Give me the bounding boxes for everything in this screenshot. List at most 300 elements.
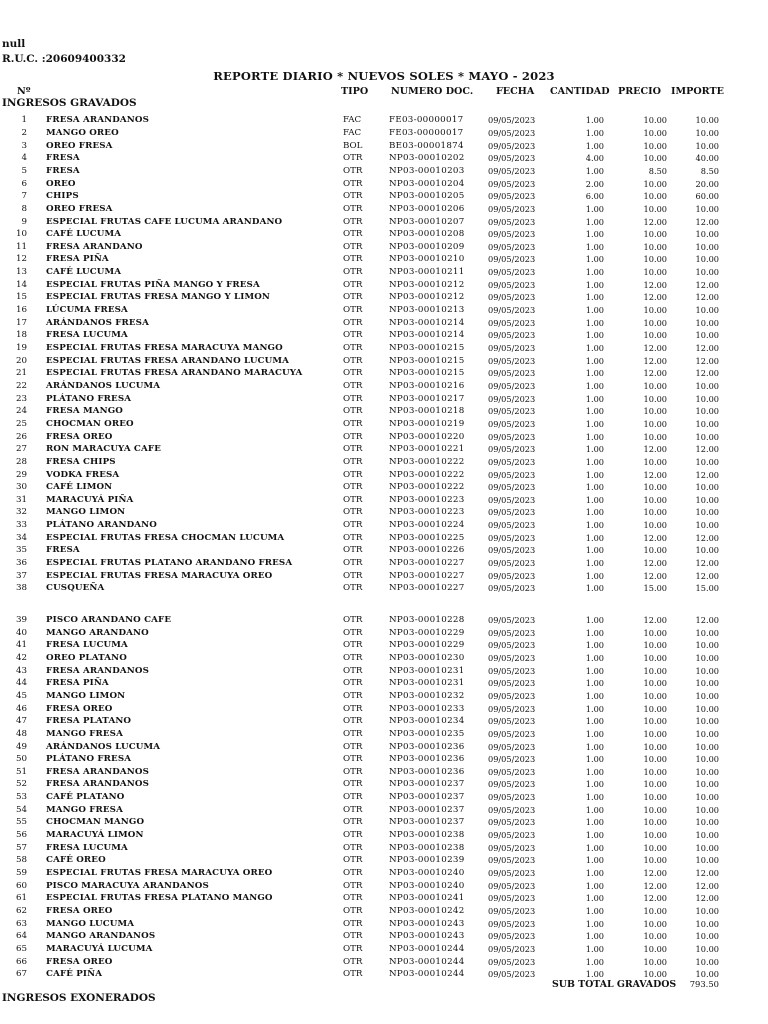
row-quantity: 1.00: [585, 931, 604, 942]
row-price: 10.00: [643, 969, 667, 980]
row-tipo: OTR: [343, 482, 363, 493]
row-price: 10.00: [643, 652, 667, 663]
row-doc-number: NP03-00010238: [389, 842, 465, 853]
row-number: 30: [15, 482, 27, 493]
row-price: 10.00: [643, 431, 667, 442]
row-tipo: OTR: [343, 830, 363, 841]
row-quantity: 1.00: [585, 532, 604, 543]
row-price: 10.00: [643, 140, 667, 151]
row-number: 12: [15, 254, 27, 265]
row-price: 10.00: [643, 456, 667, 467]
row-quantity: 1.00: [585, 690, 604, 701]
row-description: FRESA ARANDANOS: [46, 115, 149, 126]
table-row: [0, 778, 768, 791]
row-price: 10.00: [643, 855, 667, 866]
row-price: 8.50: [648, 165, 667, 176]
row-tipo: OTR: [343, 703, 363, 714]
row-tipo: OTR: [343, 741, 363, 752]
row-description: CHOCMAN OREO: [46, 418, 134, 429]
row-doc-number: NP03-00010212: [389, 292, 465, 303]
table-row: [0, 279, 768, 292]
row-amount: 12.00: [695, 292, 719, 303]
row-description: MANGO FRESA: [46, 804, 123, 815]
row-doc-number: NP03-00010215: [389, 343, 465, 353]
row-amount: 12.00: [695, 868, 719, 878]
row-price: 12.00: [643, 216, 667, 227]
row-tipo: OTR: [343, 380, 363, 391]
row-description: FRESA: [46, 153, 80, 164]
row-date: 09/05/2023: [488, 507, 536, 518]
row-quantity: 1.00: [585, 905, 604, 916]
row-quantity: 1.00: [585, 652, 604, 663]
row-doc-number: NP03-00010211: [389, 267, 465, 278]
table-row: [0, 867, 768, 880]
row-doc-number: NP03-00010237: [389, 804, 465, 815]
row-quantity: 1.00: [585, 254, 604, 265]
row-tipo: OTR: [343, 905, 363, 916]
row-quantity: 6.00: [585, 191, 604, 202]
row-amount: 12.00: [695, 532, 719, 543]
row-amount: 10.00: [695, 267, 719, 278]
row-quantity: 1.00: [585, 292, 604, 303]
row-number: 63: [15, 918, 27, 929]
table-row: [0, 627, 768, 640]
table-row: [0, 380, 768, 393]
row-tipo: OTR: [343, 583, 363, 594]
row-description: ESPECIAL FRUTAS FRESA MANGO Y LIMON: [46, 292, 271, 303]
row-doc-number: NP03-00010205: [389, 191, 465, 202]
table-row: [0, 304, 768, 317]
table-row: [0, 532, 768, 545]
row-price: 12.00: [643, 343, 667, 353]
row-doc-number: NP03-00010233: [389, 703, 465, 714]
row-description: ESPECIAL FRUTAS FRESA PLATANO MANGO: [46, 893, 273, 904]
row-date: 09/05/2023: [488, 956, 536, 967]
row-date: 09/05/2023: [488, 267, 536, 278]
row-number: 60: [15, 880, 27, 891]
row-date: 09/05/2023: [488, 893, 536, 904]
row-price: 10.00: [643, 494, 667, 505]
row-tipo: OTR: [343, 393, 363, 404]
row-description: FRESA ARANDANOS: [46, 779, 149, 790]
row-tipo: OTR: [343, 216, 363, 227]
row-doc-number: NP03-00010231: [389, 665, 465, 676]
row-quantity: 1.00: [585, 804, 604, 815]
table-row: [0, 639, 768, 652]
row-number: 59: [15, 868, 27, 878]
table-row: [0, 393, 768, 406]
row-description: ARÁNDANOS LUCUMA: [46, 380, 161, 391]
row-tipo: OTR: [343, 507, 363, 518]
row-tipo: OTR: [343, 431, 363, 442]
table-row: [0, 127, 768, 140]
row-date: 09/05/2023: [488, 741, 536, 752]
row-price: 10.00: [643, 817, 667, 828]
table-row: [0, 570, 768, 583]
row-date: 09/05/2023: [488, 343, 536, 353]
row-description: MANGO LIMON: [46, 507, 126, 518]
row-amount: 10.00: [695, 494, 719, 505]
row-doc-number: NP03-00010244: [389, 956, 465, 967]
row-quantity: 1.00: [585, 640, 604, 651]
row-doc-number: NP03-00010236: [389, 741, 465, 752]
row-doc-number: FE03-00000017: [389, 127, 464, 138]
row-quantity: 1.00: [585, 830, 604, 841]
row-amount: 10.00: [695, 665, 719, 676]
row-number: 43: [15, 665, 27, 676]
row-description: RON MARACUYA CAFE: [46, 444, 161, 455]
row-quantity: 1.00: [585, 728, 604, 739]
row-date: 09/05/2023: [488, 545, 536, 556]
row-quantity: 1.00: [585, 943, 604, 954]
row-number: 3: [21, 140, 27, 151]
table-row: [0, 253, 768, 266]
row-tipo: OTR: [343, 153, 363, 164]
row-date: 09/05/2023: [488, 292, 536, 303]
row-date: 09/05/2023: [488, 880, 536, 891]
row-amount: 10.00: [695, 456, 719, 467]
row-date: 09/05/2023: [488, 918, 536, 929]
row-doc-number: NP03-00010227: [389, 570, 465, 581]
row-price: 12.00: [643, 532, 667, 543]
row-number: 10: [15, 229, 27, 240]
row-description: CAFÉ LUCUMA: [46, 229, 122, 240]
row-quantity: 1.00: [585, 615, 604, 625]
row-doc-number: NP03-00010202: [389, 153, 465, 164]
row-description: PLÁTANO ARANDANO: [46, 520, 157, 531]
row-amount: 12.00: [695, 355, 719, 366]
row-description: FRESA OREO: [46, 703, 113, 714]
row-number: 36: [15, 558, 27, 569]
row-tipo: OTR: [343, 418, 363, 429]
table-row: [0, 880, 768, 893]
table-row: [0, 804, 768, 817]
row-date: 09/05/2023: [488, 931, 536, 942]
row-description: ESPECIAL FRUTAS FRESA CHOCMAN LUCUMA: [46, 532, 285, 543]
row-date: 09/05/2023: [488, 115, 536, 126]
row-tipo: FAC: [343, 115, 362, 126]
row-number: 15: [15, 292, 27, 303]
row-tipo: OTR: [343, 754, 363, 765]
row-date: 09/05/2023: [488, 583, 536, 594]
row-price: 12.00: [643, 615, 667, 625]
table-row: [0, 741, 768, 754]
row-quantity: 1.00: [585, 482, 604, 493]
table-row: [0, 355, 768, 368]
row-number: 47: [15, 716, 27, 727]
row-price: 10.00: [643, 406, 667, 417]
table-row: [0, 842, 768, 855]
row-quantity: 1.00: [585, 754, 604, 765]
row-description: PLÁTANO FRESA: [46, 754, 132, 765]
row-description: OREO FRESA: [46, 203, 113, 214]
row-description: CAFÉ PIÑA: [46, 969, 103, 980]
row-number: 7: [21, 191, 27, 202]
row-quantity: 1.00: [585, 115, 604, 126]
row-number: 58: [15, 855, 27, 866]
row-amount: 10.00: [695, 140, 719, 151]
row-tipo: OTR: [343, 640, 363, 651]
row-date: 09/05/2023: [488, 127, 536, 138]
row-price: 12.00: [643, 292, 667, 303]
row-date: 09/05/2023: [488, 393, 536, 404]
row-description: PLÁTANO FRESA: [46, 393, 132, 404]
table-row: [0, 140, 768, 153]
row-amount: 40.00: [695, 153, 719, 164]
row-doc-number: NP03-00010203: [389, 165, 465, 176]
row-price: 10.00: [643, 956, 667, 967]
table-row: [0, 753, 768, 766]
row-description: CUSQUEÑA: [46, 583, 105, 594]
row-quantity: 1.00: [585, 558, 604, 569]
row-price: 10.00: [643, 418, 667, 429]
row-quantity: 1.00: [585, 893, 604, 904]
row-tipo: OTR: [343, 779, 363, 790]
row-price: 10.00: [643, 482, 667, 493]
row-date: 09/05/2023: [488, 456, 536, 467]
row-price: 10.00: [643, 918, 667, 929]
row-amount: 10.00: [695, 943, 719, 954]
row-date: 09/05/2023: [488, 368, 536, 379]
row-quantity: 1.00: [585, 792, 604, 803]
section-title-exonerados: INGRESOS EXONERADOS: [2, 992, 156, 1004]
row-amount: 10.00: [695, 754, 719, 765]
row-number: 6: [21, 178, 27, 189]
row-doc-number: NP03-00010225: [389, 532, 465, 543]
row-amount: 10.00: [695, 380, 719, 391]
row-description: LÚCUMA FRESA: [46, 305, 128, 316]
row-number: 67: [15, 969, 27, 980]
table-row: [0, 665, 768, 678]
row-tipo: OTR: [343, 343, 363, 353]
row-doc-number: NP03-00010240: [389, 880, 465, 891]
row-amount: 12.00: [695, 368, 719, 379]
row-date: 09/05/2023: [488, 969, 536, 980]
row-doc-number: NP03-00010220: [389, 431, 465, 442]
row-number: 35: [15, 545, 27, 556]
row-number: 32: [15, 507, 27, 518]
row-amount: 60.00: [695, 191, 719, 202]
row-number: 54: [15, 804, 27, 815]
row-amount: 8.50: [700, 165, 719, 176]
row-amount: 12.00: [695, 615, 719, 625]
row-amount: 10.00: [695, 507, 719, 518]
row-number: 41: [15, 640, 27, 651]
column-header-precio: PRECIO: [618, 86, 661, 97]
row-price: 15.00: [643, 583, 667, 594]
row-amount: 12.00: [695, 444, 719, 455]
row-amount: 10.00: [695, 905, 719, 916]
row-amount: 12.00: [695, 570, 719, 581]
row-description: MANGO FRESA: [46, 728, 123, 739]
row-number: 51: [15, 766, 27, 777]
column-header-cantidad: CANTIDAD: [550, 86, 610, 97]
row-date: 09/05/2023: [488, 716, 536, 727]
row-doc-number: NP03-00010215: [389, 368, 465, 379]
row-quantity: 2.00: [585, 178, 604, 189]
row-description: ESPECIAL FRUTAS PLATANO ARANDANO FRESA: [46, 558, 293, 569]
row-tipo: OTR: [343, 444, 363, 455]
row-description: CAFÉ PLATANO: [46, 792, 125, 803]
row-number: 55: [15, 817, 27, 828]
row-price: 10.00: [643, 267, 667, 278]
row-tipo: OTR: [343, 191, 363, 202]
row-description: MANGO OREO: [46, 127, 119, 138]
row-doc-number: NP03-00010227: [389, 583, 465, 594]
table-row: [0, 677, 768, 690]
row-amount: 10.00: [695, 690, 719, 701]
row-amount: 10.00: [695, 678, 719, 689]
row-amount: 12.00: [695, 343, 719, 353]
row-price: 10.00: [643, 305, 667, 316]
row-tipo: OTR: [343, 880, 363, 891]
row-date: 09/05/2023: [488, 754, 536, 765]
row-date: 09/05/2023: [488, 868, 536, 878]
row-tipo: OTR: [343, 817, 363, 828]
row-amount: 10.00: [695, 804, 719, 815]
row-description: FRESA OREO: [46, 431, 113, 442]
row-tipo: OTR: [343, 855, 363, 866]
row-amount: 10.00: [695, 716, 719, 727]
row-doc-number: NP03-00010237: [389, 817, 465, 828]
row-amount: 12.00: [695, 558, 719, 569]
row-doc-number: NP03-00010219: [389, 418, 465, 429]
row-number: 22: [15, 380, 27, 391]
row-amount: 10.00: [695, 545, 719, 556]
row-date: 09/05/2023: [488, 855, 536, 866]
row-quantity: 1.00: [585, 127, 604, 138]
row-quantity: 1.00: [585, 317, 604, 328]
table-row: [0, 228, 768, 241]
row-quantity: 1.00: [585, 880, 604, 891]
row-quantity: 1.00: [585, 716, 604, 727]
table-row: [0, 266, 768, 279]
row-price: 12.00: [643, 469, 667, 480]
table-row: [0, 506, 768, 519]
row-description: ESPECIAL FRUTAS FRESA MARACUYA OREO: [46, 868, 273, 878]
row-description: MANGO ARANDANO: [46, 627, 149, 638]
row-doc-number: NP03-00010243: [389, 918, 465, 929]
row-tipo: OTR: [343, 956, 363, 967]
table-row: [0, 418, 768, 431]
row-doc-number: NP03-00010216: [389, 380, 465, 391]
row-date: 09/05/2023: [488, 317, 536, 328]
row-price: 10.00: [643, 380, 667, 391]
row-doc-number: NP03-00010237: [389, 779, 465, 790]
row-tipo: OTR: [343, 279, 363, 290]
row-description: MANGO LIMON: [46, 690, 126, 701]
row-price: 10.00: [643, 728, 667, 739]
row-number: 48: [15, 728, 27, 739]
row-number: 49: [15, 741, 27, 752]
row-description: FRESA LUCUMA: [46, 640, 128, 651]
row-tipo: OTR: [343, 305, 363, 316]
row-amount: 10.00: [695, 779, 719, 790]
row-quantity: 1.00: [585, 545, 604, 556]
table-row: [0, 728, 768, 741]
row-doc-number: NP03-00010236: [389, 766, 465, 777]
row-quantity: 1.00: [585, 229, 604, 240]
table-row: [0, 582, 768, 595]
row-amount: 10.00: [695, 830, 719, 841]
row-price: 10.00: [643, 842, 667, 853]
row-price: 12.00: [643, 558, 667, 569]
row-number: 65: [15, 943, 27, 954]
row-date: 09/05/2023: [488, 532, 536, 543]
row-doc-number: FE03-00000017: [389, 115, 464, 126]
table-row: [0, 469, 768, 482]
row-description: FRESA PIÑA: [46, 254, 109, 265]
row-description: FRESA: [46, 545, 80, 556]
ruc-number: R.U.C. :20609400332: [2, 53, 126, 65]
row-description: MANGO ARANDANOS: [46, 931, 156, 942]
row-number: 27: [15, 444, 27, 455]
row-tipo: OTR: [343, 652, 363, 663]
row-tipo: BOL: [343, 140, 363, 151]
row-date: 09/05/2023: [488, 766, 536, 777]
table-row: [0, 494, 768, 507]
row-doc-number: NP03-00010210: [389, 254, 465, 265]
row-doc-number: NP03-00010224: [389, 520, 465, 531]
row-tipo: OTR: [343, 203, 363, 214]
row-price: 10.00: [643, 229, 667, 240]
row-date: 09/05/2023: [488, 203, 536, 214]
row-date: 09/05/2023: [488, 406, 536, 417]
table-row: [0, 178, 768, 191]
row-date: 09/05/2023: [488, 703, 536, 714]
row-number: 52: [15, 779, 27, 790]
row-tipo: OTR: [343, 165, 363, 176]
row-price: 10.00: [643, 754, 667, 765]
row-tipo: OTR: [343, 406, 363, 417]
row-quantity: 1.00: [585, 355, 604, 366]
row-date: 09/05/2023: [488, 779, 536, 790]
row-description: CAFÉ OREO: [46, 855, 106, 866]
row-quantity: 1.00: [585, 956, 604, 967]
row-description: FRESA ARANDANOS: [46, 766, 149, 777]
row-amount: 10.00: [695, 931, 719, 942]
row-amount: 10.00: [695, 229, 719, 240]
row-date: 09/05/2023: [488, 165, 536, 176]
row-description: ARÁNDANOS FRESA: [46, 317, 149, 328]
row-description: FRESA LUCUMA: [46, 842, 128, 853]
row-description: VODKA FRESA: [46, 469, 120, 480]
row-tipo: OTR: [343, 665, 363, 676]
report-title: REPORTE DIARIO * NUEVOS SOLES * MAYO - 2023: [213, 69, 555, 83]
row-date: 09/05/2023: [488, 558, 536, 569]
row-tipo: OTR: [343, 570, 363, 581]
row-price: 12.00: [643, 444, 667, 455]
row-date: 09/05/2023: [488, 279, 536, 290]
row-number: 31: [15, 494, 27, 505]
row-tipo: OTR: [343, 355, 363, 366]
row-doc-number: NP03-00010222: [389, 482, 465, 493]
row-date: 09/05/2023: [488, 665, 536, 676]
row-price: 12.00: [643, 868, 667, 878]
row-price: 10.00: [643, 640, 667, 651]
row-quantity: 1.00: [585, 406, 604, 417]
company-name: null: [2, 38, 26, 50]
row-date: 09/05/2023: [488, 153, 536, 164]
row-price: 10.00: [643, 716, 667, 727]
row-date: 09/05/2023: [488, 615, 536, 625]
row-price: 10.00: [643, 115, 667, 126]
table-row: [0, 918, 768, 931]
row-date: 09/05/2023: [488, 482, 536, 493]
row-date: 09/05/2023: [488, 728, 536, 739]
table-row: [0, 481, 768, 494]
row-price: 10.00: [643, 766, 667, 777]
